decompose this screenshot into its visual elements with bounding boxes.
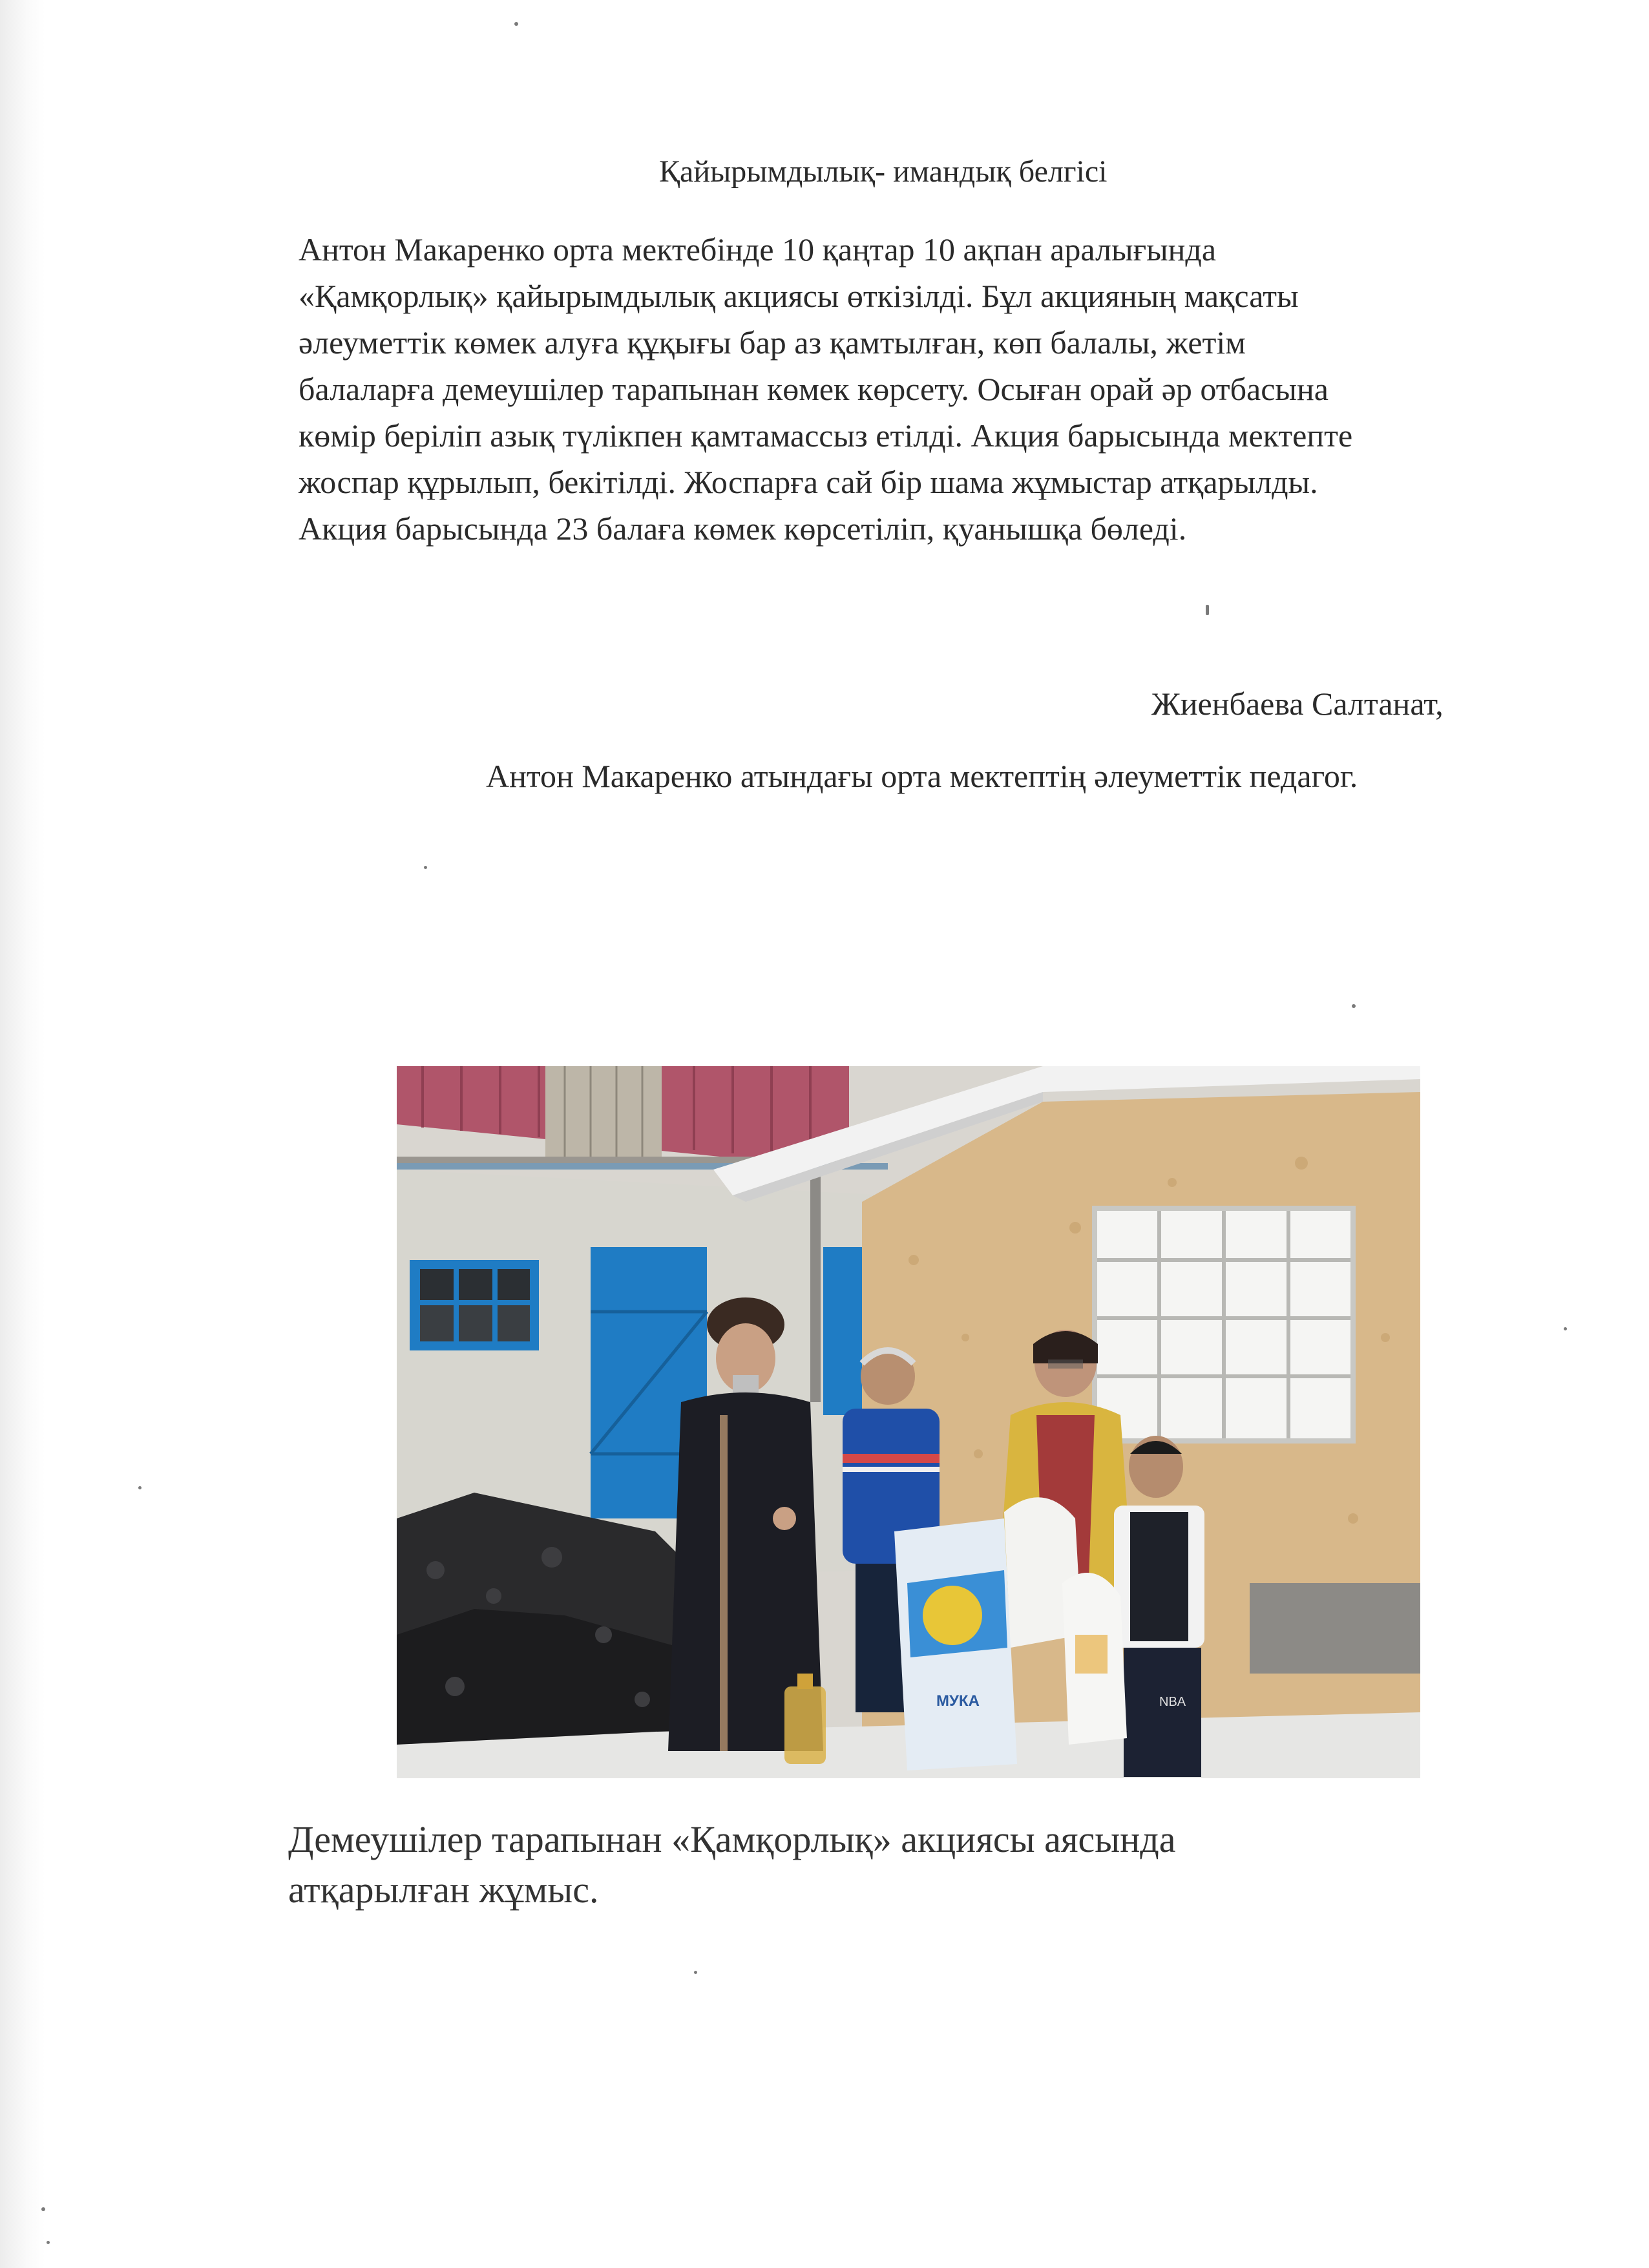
body-line: Акция барысында 23 балаға көмек көрсетіліп, қуанышқа бөледі. [299, 510, 1187, 547]
scan-speck [694, 1971, 697, 1974]
body-line: көмір беріліп азық түлікпен қамтамассыз етілді. Акция барысында мектепте [299, 417, 1353, 454]
body-line: жоспар құрылып, бекітілді. Жоспарға сай бір шама жұмыстар атқарылды. [299, 464, 1318, 500]
scan-speck [1206, 605, 1209, 615]
scan-speck [514, 22, 518, 26]
nba-logo-text: NBA [1159, 1695, 1186, 1709]
body-line: Антон Макаренко орта мектебінде 10 қаңтар 10 ақпан аралығында [299, 231, 1217, 268]
signature-name: Жиенбаева Салтанат, [1151, 686, 1444, 722]
caption-line: атқарылған жұмыс. [288, 1869, 599, 1911]
scan-speck [424, 866, 427, 869]
sack-label-text: МУКА [936, 1692, 980, 1710]
body-line: әлеуметтік көмек алуға құқығы бар аз қамтылған, көп балалы, жетім [299, 324, 1246, 361]
scan-speck [1564, 1327, 1567, 1330]
scan-page-edge [0, 0, 45, 2268]
caption-line: Демеушілер тарапынан «Қамқорлық» акциясы аясында [288, 1818, 1176, 1860]
body-line: «Қамқорлық» қайырымдылық акциясы өткізілді. Бұл акцияның мақсаты [299, 278, 1299, 314]
scan-speck [47, 2241, 50, 2244]
scan-speck [41, 2207, 45, 2211]
body-line: балаларға демеушілер тарапынан көмек көрсету. Осыған орай әр отбасына [299, 371, 1329, 407]
scan-speck [1352, 1004, 1356, 1008]
document-body [299, 226, 1539, 552]
scan-speck [138, 1486, 142, 1489]
document-title: Қайырымдылық- имандық белгісі [659, 154, 1108, 189]
charity-photo [397, 1066, 1420, 1778]
signature-role: Антон Макаренко атындағы орта мектептің әлеуметтік педагог. [486, 758, 1358, 794]
photo-caption [288, 1814, 1387, 1915]
